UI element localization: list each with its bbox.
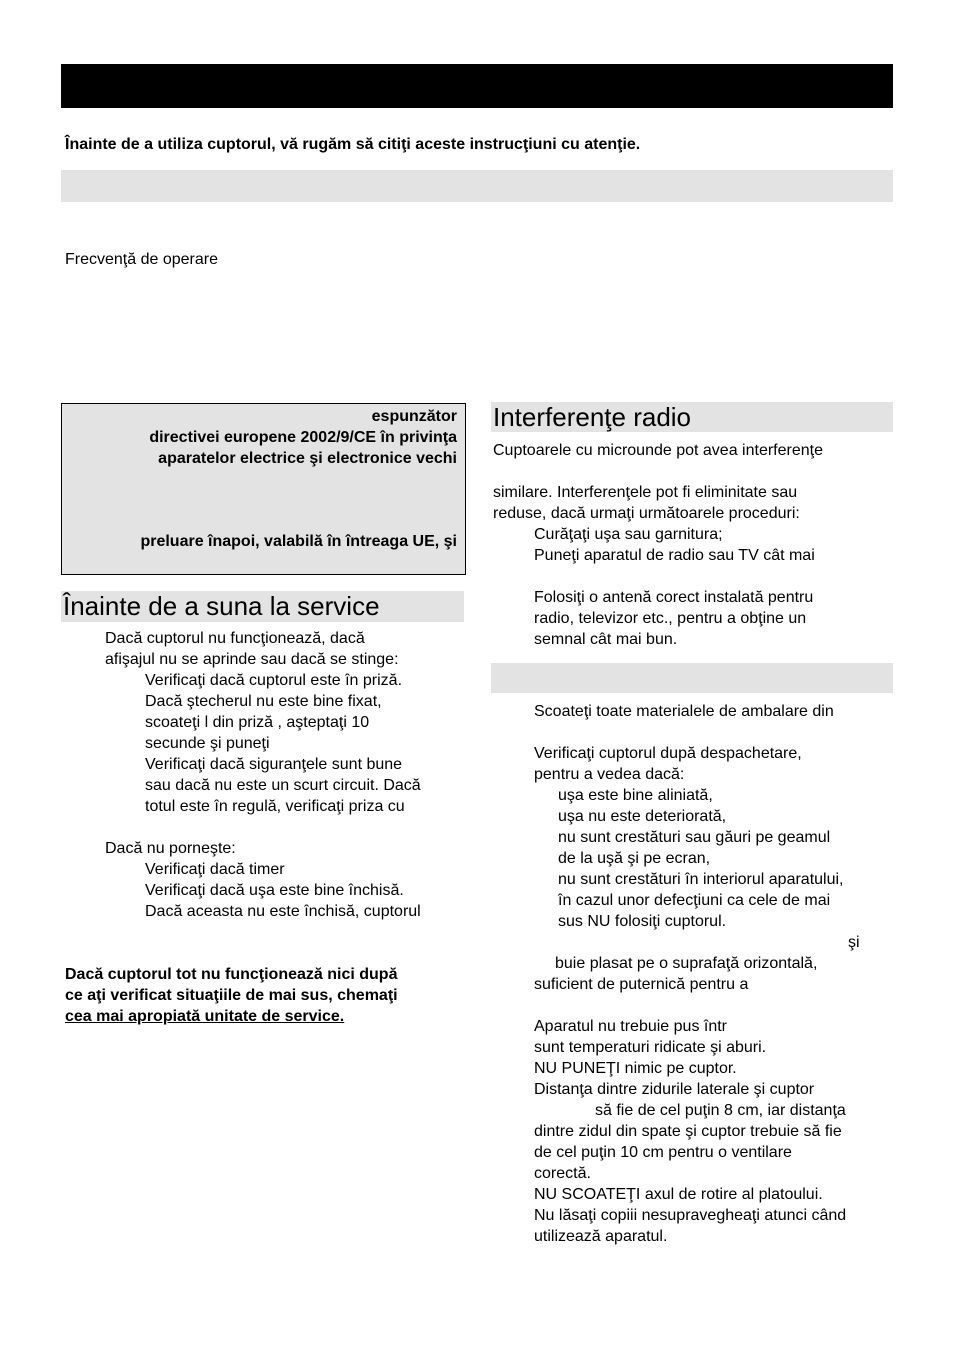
service-line: Verificaţi dacă siguranţele sunt bune (145, 756, 403, 773)
install-line: să fie de cel puţin 8 cm, iar distanţa (595, 1102, 846, 1119)
install-line: NU SCOATEŢI axul de rotire al platoului. (534, 1186, 823, 1203)
service-line: scoateţi l din priză , aşteptaţi 10 (145, 714, 370, 731)
install-line: corectă. (534, 1165, 591, 1182)
radio-line: Curăţaţi uşa sau garnitura; (534, 526, 723, 543)
section-bar-installation (491, 663, 893, 693)
service-line: Verificaţi dacă uşa este bine închisă. (145, 882, 404, 899)
service-line: Dacă aceasta nu este închisă, cuptorul (145, 903, 421, 920)
service-line: totul este în regulă, verificaţi priza cu (145, 798, 405, 815)
service-line: sau dacă nu este un scurt circuit. Dacă (145, 777, 421, 794)
install-line: uşa nu este deteriorată, (558, 808, 727, 825)
service-line: afişajul nu se aprinde sau dacă se stinge: (105, 651, 399, 668)
service-line: Dacă ştecherul nu este bine fixat, (145, 693, 382, 710)
radio-heading: Interferenţe radio (491, 402, 893, 432)
install-line: Scoateţi toate materialele de ambalare din (534, 703, 834, 720)
radio-line: Puneţi aparatul de radio sau TV cât mai (534, 547, 815, 564)
install-line: de la uşă şi pe ecran, (558, 850, 711, 867)
frequency-label: Frecvenţă de operare (65, 251, 218, 268)
install-line: nu sunt crestături în interiorul aparatului, (558, 871, 844, 888)
install-line: suficient de puternică pentru a (534, 976, 749, 993)
install-line: uşa este bine aliniată, (558, 787, 713, 804)
service-line: Dacă nu porneşte: (105, 840, 236, 857)
install-line: Aparatul nu trebuie pus într (534, 1018, 728, 1035)
install-line: Nu lăsaţi copiii nesupravegheaţi atunci când (534, 1207, 847, 1224)
weee-line: aparatelor electrice şi electronice vechi (158, 450, 457, 467)
service-line: Verificaţi dacă cuptorul este în priză. (145, 672, 403, 689)
intro-text: Înainte de a utiliza cuptorul, vă rugăm să citiţi aceste instrucţiuni cu atenţie. (65, 136, 641, 153)
install-line: NU PUNEŢI nimic pe cuptor. (534, 1060, 737, 1077)
weee-line: espunzător (371, 408, 457, 425)
radio-line: Cuptoarele cu microunde pot avea interferenţe (493, 442, 823, 459)
service-line: secunde şi puneţi (145, 735, 270, 752)
weee-line: directivei europene 2002/9/CE în privinţa (149, 429, 457, 446)
install-line: pentru a vedea dacă: (534, 766, 685, 783)
service-closing-line: Dacă cuptorul tot nu funcţionează nici după (65, 966, 398, 983)
install-line: Distanţa dintre zidurile laterale şi cuptor (534, 1081, 815, 1098)
install-line: în cazul unor defecţiuni ca cele de mai (558, 892, 831, 909)
install-line: utilizează aparatul. (534, 1228, 668, 1245)
install-line: şi (848, 934, 860, 951)
section-bar-specs (61, 170, 893, 202)
install-line: sunt temperaturi ridicate şi aburi. (534, 1039, 767, 1056)
radio-line: similare. Interferenţele pot fi eliminitate sau (493, 484, 798, 501)
install-line: Verificaţi cuptorul după despachetare, (534, 745, 802, 762)
install-line: dintre zidul din spate şi cuptor trebuie să fie (534, 1123, 842, 1140)
service-closing-line: ce aţi verificat situaţiile de mai sus, chemaţi (65, 987, 398, 1004)
install-line: sus NU folosiţi cuptorul. (558, 913, 727, 930)
weee-line: preluare înapoi, valabilă în întreaga UE, şi (140, 533, 457, 550)
service-heading: Înainte de a suna la service (61, 591, 464, 622)
weee-notice-box (61, 403, 466, 575)
header-bar (61, 64, 893, 108)
install-line: nu sunt crestături sau găuri pe geamul (558, 829, 831, 846)
radio-line: Folosiţi o antenă corect instalată pentru (534, 589, 814, 606)
service-line: Dacă cuptorul nu funcţionează, dacă (105, 630, 365, 647)
radio-line: radio, televizor etc., pentru a obţine un (534, 610, 807, 627)
radio-line: semnal cât mai bun. (534, 631, 678, 648)
service-line: Verificaţi dacă timer (145, 861, 285, 878)
install-line: de cel puţin 10 cm pentru o ventilare (534, 1144, 792, 1161)
service-closing-line: cea mai apropiată unitate de service. (65, 1008, 345, 1025)
radio-line: reduse, dacă urmaţi următoarele proceduri: (493, 505, 800, 522)
install-line: buie plasat pe o suprafaţă orizontală, (555, 955, 818, 972)
